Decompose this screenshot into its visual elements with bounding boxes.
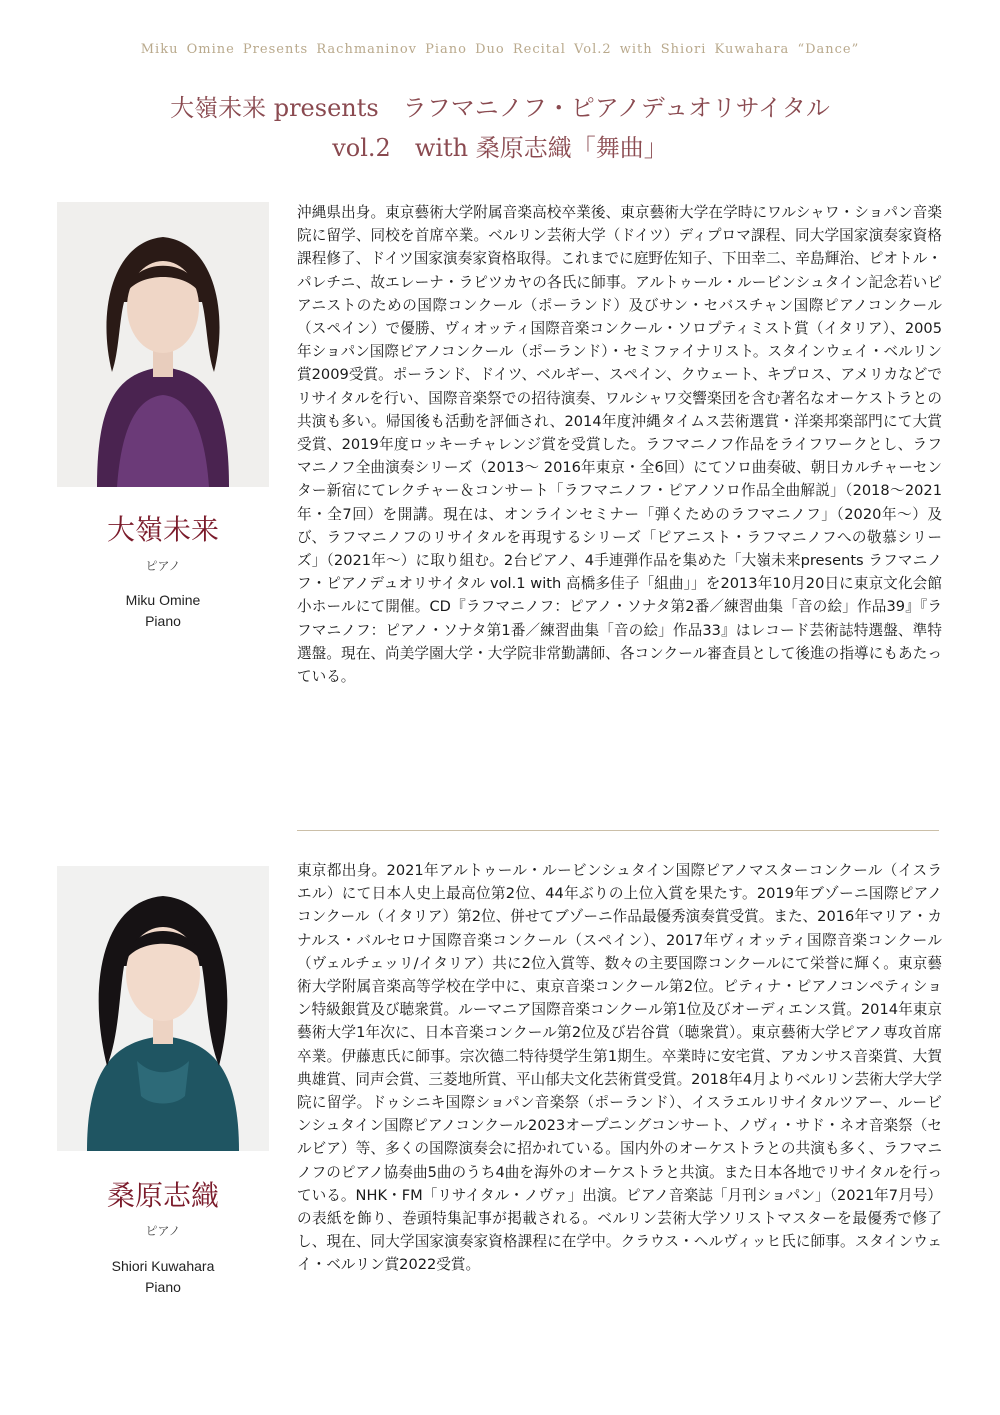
performer-role-jp: ピアノ — [145, 1224, 181, 1238]
performer-name-en: Shiori Kuwahara — [111, 1258, 215, 1274]
performer-role-en: Piano — [145, 613, 181, 629]
portrait-photo-shiori-kuwahara — [57, 866, 269, 1151]
performer-biography: 沖縄県出身。東京藝術大学附属音楽高校卒業後、東京藝術大学在学時にワルシャワ・ショパン音楽院に留学、同校を首席卒業。ベルリン芸術大学（ドイツ）ディプロマ課程、同大学国家演奏家資格課程修了、ドイツ国家演奏家資格取得。これまでに庭野佐知子、下田幸二、辛島輝治、ピオトル・パレチニ、故エレーナ・ラピツカヤの各氏に師事。アルトゥール・ルービンシュタイン記念若いピアニストのための国際コンクール（ポーランド）及びサン・セバスチャン国際ピアノコンクール（スペイン）で優勝、ヴィオッティ国際音楽コンクール・ソロプティミスト賞（イタリア）、2005年ショパン国際ピアノコンクール（ポーランド）・セミファイナリスト。スタインウェイ・ベルリン賞2009受賞。ポーランド、ドイツ、ベルギー、スペイン、クウェート、キプロス、アメリカなどでリサイタルを行い、国際音楽祭での招待演奏、ワルシャワ交響楽団を含む著名なオーケストラとの共演も多い。帰国後も活動を評価され、2014年度沖縄タイムス芸術選賞・洋楽邦楽部門にて大賞受賞、2019年度ロッキーチャレンジ賞を受賞した。ラフマニノフ作品をライフワークとし、ラフマニノフ全曲演奏シリーズ（2013〜 2016年東京・全6回）にてソロ曲奏破、朝日カルチャーセンター新宿にてレクチャー＆コンサート「ラフマニノフ・ピアノソロ作品全曲解説」（2018〜2021年・全7回）を開講。現在は、オンラインセミナー「弾くためのラフマニノフ」（2020年〜）及び、ラフマニノフのリサイタルを再現するシリーズ「ピアニスト・ラフマニノフへの敬慕シリーズ」（2021年〜）に取り組む。2台ピアノ、4手連弾作品を集めた「大嶺未来presents ラフマニノフ・ピアノデュオリサイタル vol.1 with 高橋多佳子「組曲」」を2013年10月20日に東京文化会館小ホールにて開催。CD『ラフマニノフ：ピアノ・ソナタ第2番／練習曲集「音の絵」作品39』『ラフマニノフ：ピアノ・ソナタ第1番／練習曲集「音の絵」作品33』はレコード芸術誌特選盤、準特選盤。現在、尚美学園大学・大学院非常勤講師、各コンクール審査員として後進の指導にもあたっている。 — [297, 204, 942, 686]
section-divider — [297, 830, 939, 831]
recital-title-line-2: vol.2 with 桑原志織「舞曲」 — [332, 134, 668, 162]
performer-role-en: Piano — [145, 1279, 181, 1295]
performer-biography: 東京都出身。2021年アルトゥール・ルービンシュタイン国際ピアノマスターコンクール（イスラエル）にて日本人史上最高位第2位、44年ぶりの上位入賞を果たす。2019年ブゾーニ国際ピアノコンクール（イタリア）第2位、併せてブゾーニ作品最優秀演奏賞受賞。また、2016年マリア・カナルス・バルセロナ国際音楽コンクール（スペイン）、2017年ヴィオッティ国際音楽コンクール（ヴェルチェッリ/イタリア）共に2位入賞等、数々の主要国際コンクールにて栄誉に輝く。東京藝術大学附属音楽高等学校在学中に、東京音楽コンクール第2位。ピティナ・ピアノコンペティション特級銀賞及び聴衆賞。ルーマニア国際音楽コンクール第1位及びオーディエンス賞。2014年東京藝術大学1年次に、日本音楽コンクール第2位及び岩谷賞（聴衆賞）。東京藝術大学ピアノ専攻首席卒業。伊藤恵氏に師事。宗次德二特待奨学生第1期生。卒業時に安宅賞、アカンサス音楽賞、大賀典雄賞、同声会賞、三菱地所賞、平山郁夫文化芸術賞受賞。2018年4月よりベルリン芸術大学大学院に留学。ドゥシニキ国際ショパン音楽祭（ポーランド）、イスラエルリサイタルツアー、ルービンシュタイン国際ピアノコンクール2023オープニングコンサート、ノヴィ・サド・ネオ音楽祭（セルビア）等、多くの国際演奏会に招かれている。国内外のオーケストラとの共演も多く、ラフマニノフのピアノ協奏曲5曲のうち4曲を海外のオーケストラと共演。また日本各地でリサイタルを行っている。NHK・FM「リサイタル・ノヴァ」出演。ピアノ音楽誌「月刊ショパン」（2021年7月号）の表紙を飾り、巻頭特集記事が掲載される。ベルリン芸術大学ソリストマスターを最優秀で修了し、現在、同大学国家演奏家資格課程に在学中。クラウス・ヘルヴィッヒ氏に師事。スタインウェイ・ベルリン賞2022受賞。 — [297, 862, 942, 1274]
performer-name-jp: 桑原志織 — [106, 1179, 219, 1212]
performer-name-jp: 大嶺未来 — [106, 513, 219, 546]
portrait-photo-miku-omine — [57, 202, 269, 487]
recital-subtitle: Miku Omine Presents Rachmaninov Piano Duo Recital Vol.2 with Shiori Kuwahara “Dance” — [140, 42, 860, 57]
performer-role-jp: ピアノ — [145, 559, 181, 573]
recital-title-line-1: 大嶺未来 presents ラフマニノフ・ピアノデュオリサイタル — [170, 94, 830, 122]
performer-name-en: Miku Omine — [125, 592, 201, 608]
